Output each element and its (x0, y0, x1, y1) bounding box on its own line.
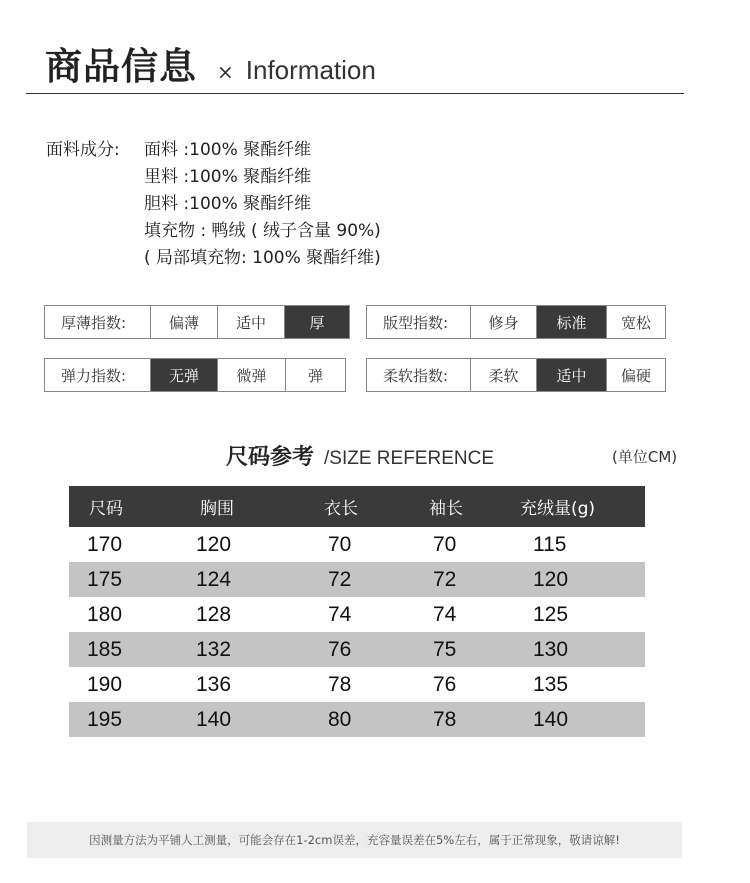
header-cell: 尺码 (89, 499, 123, 519)
table-row (69, 597, 645, 632)
table-cell: 170 (87, 532, 123, 556)
size-table-header (69, 486, 645, 527)
table-cell: 125 (533, 602, 569, 626)
size-title-en: /SIZE REFERENCE (324, 448, 494, 469)
elasticity-option: 弹 (307, 366, 323, 385)
table-cell: 76 (433, 672, 457, 696)
fit-index-label: 版型指数: (367, 306, 471, 338)
elasticity-index (44, 358, 346, 392)
table-cell: 72 (433, 567, 457, 591)
table-cell: 70 (328, 532, 352, 556)
fit-option: 修身 (471, 306, 537, 338)
title-separator: × (217, 60, 234, 84)
table-cell: 190 (87, 672, 123, 696)
softness-option: 适中 (537, 359, 607, 391)
section-header (45, 36, 376, 90)
section-title-en: Information (245, 55, 376, 85)
table-row (69, 702, 645, 737)
table-cell: 124 (196, 567, 232, 591)
thickness-option: 偏薄 (151, 306, 218, 338)
thickness-index-label: 厚薄指数: (45, 306, 151, 338)
table-cell: 76 (328, 637, 352, 661)
table-cell: 78 (433, 707, 457, 731)
thickness-option: 厚 (285, 306, 349, 338)
header-cell: 袖长 (429, 499, 463, 519)
fabric-line: 胆料 :100% 聚酯纤维 (144, 194, 312, 214)
table-cell: 74 (433, 602, 457, 626)
table-cell: 132 (196, 637, 232, 661)
elasticity-index-label: 弹力指数: (45, 359, 151, 391)
softness-option: 柔软 (471, 359, 537, 391)
fabric-line: 里料 :100% 聚酯纤维 (144, 167, 312, 187)
fit-index (366, 305, 666, 339)
table-cell: 180 (87, 602, 123, 626)
header-cell: 胸围 (200, 499, 234, 519)
table-row (69, 632, 645, 667)
table-cell: 185 (87, 637, 123, 661)
elasticity-option: 微弹 (218, 359, 286, 391)
size-title-cn: 尺码参考 (226, 445, 315, 470)
table-cell: 74 (328, 602, 352, 626)
header-cell: 充绒量(g) (520, 499, 596, 519)
table-cell: 120 (196, 532, 232, 556)
unit-label: (单位CM) (612, 448, 678, 466)
fit-option: 宽松 (620, 313, 651, 332)
table-cell: 175 (87, 567, 123, 591)
table-cell: 80 (328, 707, 352, 731)
table-cell: 128 (196, 602, 232, 626)
table-row (69, 527, 645, 562)
table-cell: 78 (328, 672, 352, 696)
header-cell: 衣长 (324, 499, 358, 519)
header-divider (26, 93, 684, 94)
table-cell: 115 (533, 532, 567, 556)
softness-index-label: 柔软指数: (367, 359, 471, 391)
fabric-label: 面料成分: (46, 140, 120, 160)
table-cell: 72 (328, 567, 352, 591)
table-row (69, 667, 645, 702)
table-cell: 136 (196, 672, 232, 696)
size-reference-title (226, 440, 494, 471)
size-table (69, 486, 645, 737)
thickness-option: 适中 (218, 306, 285, 338)
table-cell: 135 (533, 672, 569, 696)
table-cell: 140 (196, 707, 232, 731)
softness-option: 偏硬 (620, 366, 651, 385)
measurement-note: 因测量方法为平铺人工测量，可能会存在1-2cm误差，充容量误差在5%左右，属于正常现象，敬请谅解! (27, 822, 682, 858)
fabric-line: 填充物 : 鸭绒 ( 绒子含量 90%) (144, 221, 381, 241)
thickness-index (44, 305, 350, 339)
elasticity-option: 无弹 (151, 359, 218, 391)
section-title-cn: 商品信息 (45, 45, 197, 88)
table-cell: 140 (533, 707, 569, 731)
table-cell: 75 (433, 637, 457, 661)
table-cell: 70 (433, 532, 457, 556)
softness-index (366, 358, 666, 392)
fabric-line: ( 局部填充物: 100% 聚酯纤维) (144, 248, 381, 268)
fabric-line: 面料 :100% 聚酯纤维 (144, 140, 312, 160)
table-cell: 120 (533, 567, 569, 591)
table-cell: 130 (533, 637, 569, 661)
table-cell: 195 (87, 707, 123, 731)
table-row (69, 562, 645, 597)
fit-option: 标准 (537, 306, 607, 338)
